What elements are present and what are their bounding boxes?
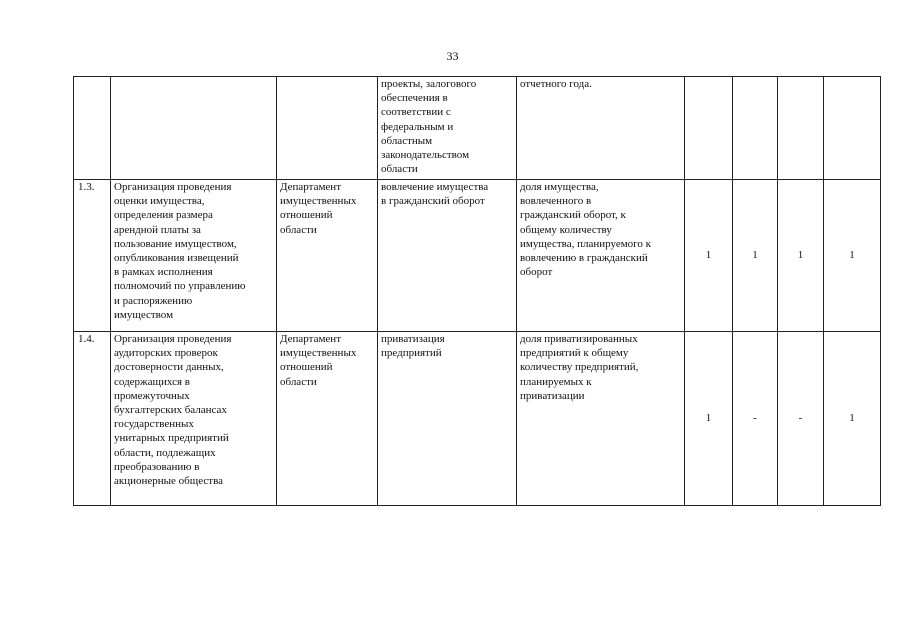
indicator-cell: отчетного года.	[517, 77, 685, 180]
value-cell: 1	[824, 180, 881, 332]
value-cell: -	[778, 332, 824, 506]
executor-cell	[277, 77, 378, 180]
measures-table	[73, 76, 881, 506]
value-cell	[685, 77, 733, 180]
row-index: 1.3.	[74, 180, 111, 332]
result-cell: приватизация предприятий	[378, 332, 517, 506]
value-cell: 1	[778, 180, 824, 332]
table-row	[74, 77, 881, 180]
value-cell: 1	[685, 332, 733, 506]
indicator-cell: доля имущества, вовлеченного в гражданский оборот, к общему количеству имущества, планируемого к вовлечению в гражданский оборот	[517, 180, 685, 332]
indicator-cell: доля приватизированных предприятий к общему количеству предприятий, планируемых к приватизации	[517, 332, 685, 506]
result-cell: проекты, залогового обеспечения в соответствии с федеральным и областным законодательством области	[378, 77, 517, 180]
page-number: 33	[446, 49, 459, 63]
table-row	[74, 332, 881, 506]
value-cell: 1	[824, 332, 881, 506]
value-cell	[778, 77, 824, 180]
result-cell: вовлечение имущества в гражданский оборот	[378, 180, 517, 332]
activity-cell: Организация проведения оценки имущества, определения размера арендной платы за пользование имуществом, опубликования извещений в рамках исполнения полномочий по управлению и распоряжению имуществом	[111, 180, 277, 332]
executor-cell: Департамент имущественных отношений области	[277, 332, 378, 506]
value-cell: 1	[733, 180, 778, 332]
table-row	[74, 180, 881, 332]
activity-cell: Организация проведения аудиторских проверок достоверности данных, содержащихся в промежуточных бухгалтерских балансах государственных унитарных предприятий области, подлежащих преобразованию в акционерные общества	[111, 332, 277, 506]
value-cell	[824, 77, 881, 180]
activity-cell	[111, 77, 277, 180]
value-cell: 1	[685, 180, 733, 332]
executor-cell: Департамент имущественных отношений области	[277, 180, 378, 332]
row-index	[74, 77, 111, 180]
row-index: 1.4.	[74, 332, 111, 506]
value-cell	[733, 77, 778, 180]
value-cell: -	[733, 332, 778, 506]
